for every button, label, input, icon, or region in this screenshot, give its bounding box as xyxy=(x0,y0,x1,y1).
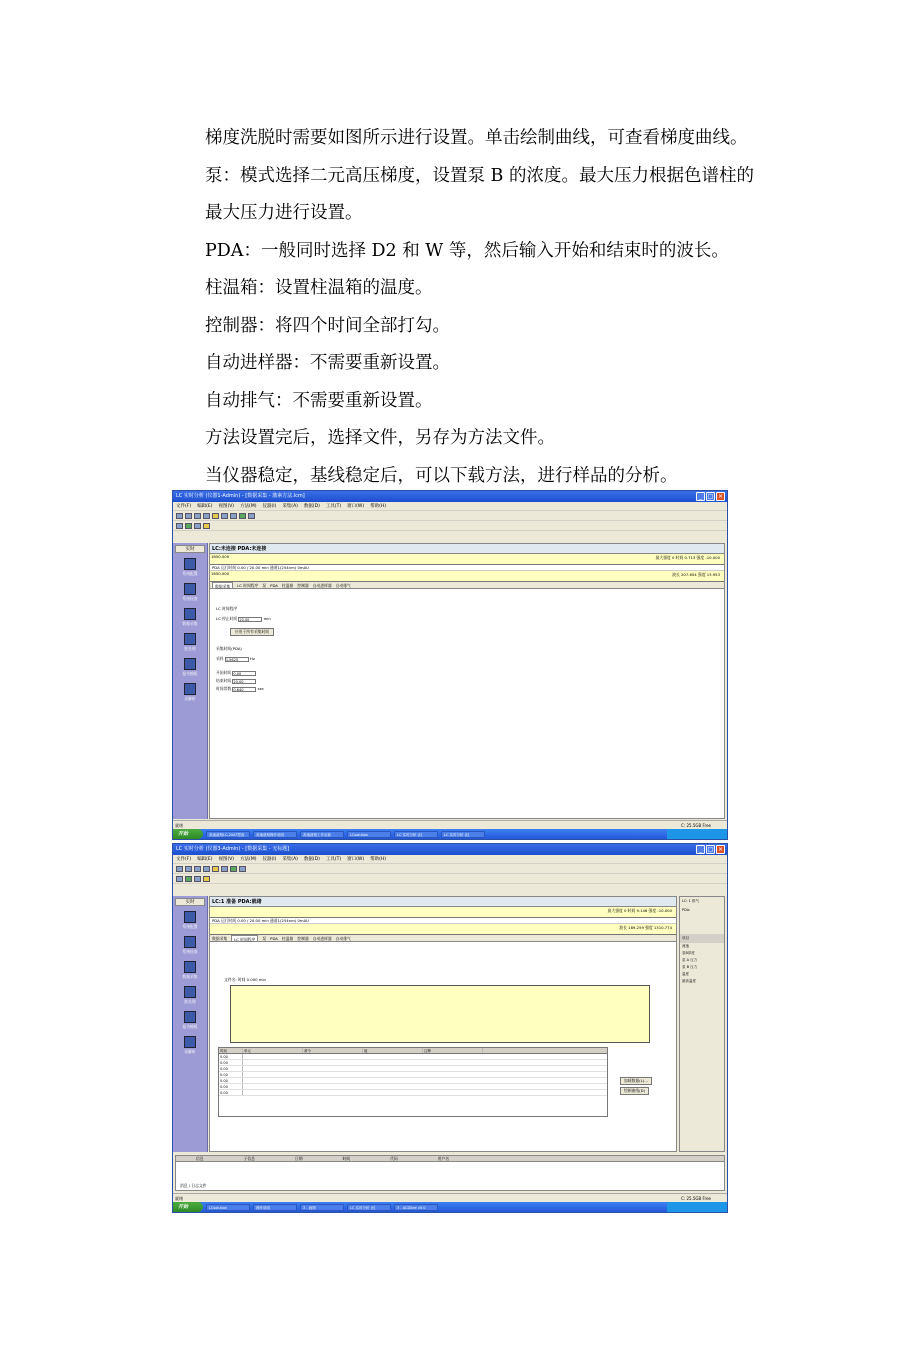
menu-edit[interactable]: 编辑(E) xyxy=(197,857,213,862)
sampling-select[interactable]: 1.5625 xyxy=(225,657,249,662)
sidebar-item-reanalysis[interactable]: 再解析 xyxy=(173,680,207,705)
start-button[interactable]: 开始 xyxy=(173,1202,203,1212)
table-row[interactable]: 0.00 xyxy=(219,1054,607,1060)
pda-run-time: PDA 运行时间 0.00 / 20.00 min 通道1(254nm) 0mAU xyxy=(210,565,724,571)
task-item[interactable]: LC 实时分析 (仪 xyxy=(347,1204,391,1211)
start-icon[interactable] xyxy=(239,513,246,519)
task-item[interactable]: LC 实时分析 (仪 xyxy=(394,831,438,838)
table-row[interactable]: 0.00 xyxy=(219,1084,607,1090)
menu-acquire[interactable]: 采集(A) xyxy=(282,504,298,509)
new-icon[interactable] xyxy=(176,866,183,872)
task-item[interactable]: 3 - ACDSee v5.0 xyxy=(394,1204,438,1211)
instrument-icon[interactable] xyxy=(194,876,201,882)
lc-time-prog-label: LC 时间程序 xyxy=(216,606,238,611)
start-time-input[interactable]: 0.00 xyxy=(232,671,256,676)
time-const-row: 时间常数 0.640 sec xyxy=(216,686,265,692)
sidebar-item-config[interactable]: 系统配置 xyxy=(173,908,207,933)
connection-status: LC:未连接 PDA:未连接 xyxy=(210,544,724,554)
gradient-plot xyxy=(230,985,650,1043)
doc-line-7: 自动进样器：不需要重新设置。 xyxy=(205,353,450,373)
wand-icon[interactable] xyxy=(212,513,219,519)
report-icon xyxy=(184,1011,196,1023)
grid-icon[interactable] xyxy=(221,513,228,519)
print-icon[interactable] xyxy=(203,513,210,519)
start-time-row: 开始时间 0.00 xyxy=(216,670,256,676)
main-area xyxy=(209,543,725,819)
lc-chart: 最大强度 0 时间 9.146 强度 -10.000 xyxy=(210,907,676,918)
tab-controller[interactable]: 控制器 xyxy=(297,583,309,588)
instrument-monitor: LC: 1 排气 PDA: 项目 流速 泵B浓度 泵 A 压力 泵 B 压力 温度 最高温度 xyxy=(679,896,725,1152)
draw-curve-button[interactable]: 绘制曲线(D) xyxy=(620,1087,649,1095)
tab-data-acquire[interactable]: 数据采集 xyxy=(212,936,228,941)
sidebar xyxy=(173,543,208,819)
table-row[interactable]: 0.00 xyxy=(219,1078,607,1084)
task-item[interactable]: LCsolution xyxy=(347,831,391,838)
window-title: LC 实时分析 (仪器1-Admin) - [数据采集 - 激素方法.lcm] xyxy=(176,493,305,499)
download-icon[interactable] xyxy=(185,523,192,529)
sidebar xyxy=(173,896,208,1152)
reanalysis-icon xyxy=(184,683,196,695)
task-item[interactable]: 高速液相操作说明 xyxy=(253,831,297,838)
menu-method[interactable]: 方法(M) xyxy=(240,504,257,509)
tab-pump[interactable]: 泵 xyxy=(262,936,267,941)
config-icon xyxy=(184,911,196,923)
tab-autopurge[interactable]: 自动排气 xyxy=(335,936,351,941)
start-button[interactable]: 开始 xyxy=(173,829,203,839)
tab-pump[interactable]: 泵 xyxy=(262,583,267,588)
start-icon[interactable] xyxy=(230,866,237,872)
sidebar-item-batch[interactable]: 批处理 xyxy=(173,983,207,1008)
lc-chart: 1650.000 最大强度 0 时间 0.713 强度 -10.000 xyxy=(210,554,724,565)
check-icon xyxy=(184,583,196,595)
print-icon[interactable] xyxy=(203,866,210,872)
menu-bar xyxy=(173,502,727,511)
chart-icon[interactable] xyxy=(176,523,183,529)
toolbar-1 xyxy=(173,864,727,874)
toolbar-2 xyxy=(173,874,727,884)
menu-tools[interactable]: 工具(T) xyxy=(325,857,342,862)
minimize-icon[interactable]: _ xyxy=(696,845,705,854)
menu-data[interactable]: 数据(D) xyxy=(303,857,320,862)
acquire-icon xyxy=(184,961,196,973)
table-row[interactable]: 0.00 xyxy=(219,1090,607,1096)
reanalysis-icon xyxy=(184,1036,196,1048)
screenshot-lc-window-1 xyxy=(172,490,728,840)
doc-line-10: 当仪器稳定，基线稳定后，可以下载方法，进行样品的分析。 xyxy=(205,465,678,486)
pda-chart: 1650.000 波长 207.654 强度 13.953 xyxy=(210,571,724,582)
menu-instrument[interactable]: 仪器(I) xyxy=(262,504,277,509)
instrument-icon[interactable] xyxy=(194,523,201,529)
check-icon xyxy=(184,936,196,948)
message-header: 信息 子信息 日期 时间 代码 用户名 xyxy=(176,1156,724,1162)
table-row[interactable]: 0.00 xyxy=(219,1072,607,1078)
doc-line-8: 自动排气：不需要重新设置。 xyxy=(205,390,433,411)
task-item[interactable]: LC 实时分析 (仪 xyxy=(441,831,485,838)
end-time-input[interactable]: 20.00 xyxy=(232,679,256,684)
taskbar xyxy=(173,1202,727,1212)
pda-chart: 波长 189.259 强度 1310.774 xyxy=(210,924,676,935)
tab-autopurge[interactable]: 自动排气 xyxy=(335,583,351,588)
doc-line-9: 方法设置完后，选择文件，另存为方法文件。 xyxy=(205,428,555,448)
task-item[interactable]: 高速液相工作站新 xyxy=(300,831,344,838)
acquire-icon xyxy=(184,608,196,620)
download-icon[interactable] xyxy=(185,876,192,882)
menu-method[interactable]: 方法(M) xyxy=(240,857,257,862)
toolbar-2 xyxy=(173,521,727,531)
doc-line-1: 梯度洗脱时需要如图所示进行设置。单击绘制曲线，可查看梯度曲线。 xyxy=(205,128,748,148)
menu-file[interactable]: 文件(F) xyxy=(176,504,192,509)
time-const-select[interactable]: 0.640 xyxy=(232,687,256,692)
open-icon[interactable] xyxy=(185,866,192,872)
taskbar xyxy=(173,829,727,839)
tab-pda[interactable]: PDA xyxy=(270,583,278,588)
gradient-file-label: 文件名: 时间 0.000 min xyxy=(224,977,266,982)
message-tabs[interactable]: 消息 / 日志文件 xyxy=(180,1183,207,1188)
report-icon xyxy=(184,658,196,670)
sidebar-head[interactable]: 实时 xyxy=(175,545,205,553)
doc-line-6: 控制器：将四个时间全部打勾。 xyxy=(205,315,450,336)
tab-pda[interactable]: PDA xyxy=(270,936,278,941)
stop-icon[interactable] xyxy=(239,866,246,872)
sidebar-item-reanalysis[interactable]: 再解析 xyxy=(173,1033,207,1058)
grid-icon[interactable] xyxy=(221,866,228,872)
menu-view[interactable]: 视图(V) xyxy=(218,857,235,862)
doc-line-2: 泵：模式选择二元高压梯度，设置泵 B 的浓度。最大压力根据色谱柱的 xyxy=(205,165,754,186)
message-panel xyxy=(175,1155,725,1191)
close-icon[interactable]: × xyxy=(717,846,724,853)
doc-line-5: 柱温箱：设置柱温箱的温度。 xyxy=(205,278,433,298)
document-body xyxy=(205,120,805,495)
close-icon[interactable]: × xyxy=(717,493,724,500)
batch-icon xyxy=(184,986,196,998)
tab-oven[interactable]: 柱温箱 xyxy=(281,583,294,588)
menu-acquire[interactable]: 采集(A) xyxy=(282,857,298,862)
connection-status: LC:1 准备 PDA:就绪 xyxy=(210,897,676,907)
pda-time-label: 采集时间(PDA) xyxy=(216,646,242,651)
task-item[interactable]: 3 - 画图 xyxy=(300,1204,344,1211)
doc-line-4: PDA：一般同时选择 D2 和 W 等，然后输入开始和结束时的波长。 xyxy=(205,240,729,261)
task-item[interactable]: LCsolution xyxy=(206,1204,250,1211)
status-bar: 就绪 C: 25.5GB Free xyxy=(173,1193,727,1202)
lc-stop-time-row: LC 停止时间 20.00 min xyxy=(216,616,271,622)
lc-stop-time-input[interactable]: 20.00 xyxy=(238,617,262,622)
tab-lc-time-program[interactable]: LC 时间程序 xyxy=(231,935,258,941)
time-program-table[interactable] xyxy=(218,1047,608,1117)
lamp-icon[interactable] xyxy=(203,876,210,882)
end-time-row: 结束时间 20.00 xyxy=(216,678,256,684)
config-icon xyxy=(184,558,196,570)
doc-line-3: 最大压力进行设置。 xyxy=(205,203,363,223)
screenshot-lc-window-2 xyxy=(172,843,728,1213)
tab-data-acquire[interactable]: 数据采集 xyxy=(212,582,233,588)
status-bar: 就绪 C: 25.5GB Free xyxy=(173,820,727,829)
system-tray xyxy=(667,829,727,839)
table-header: 时间 单元 命令 值 注释 xyxy=(219,1048,607,1054)
pda-run-time: PDA 运行时间 0.00 / 20.00 min 通道1(254nm) 0mAU xyxy=(210,918,676,924)
tab-controller[interactable]: 控制器 xyxy=(297,936,309,941)
sidebar-item-check[interactable]: 系统检查 xyxy=(173,580,207,605)
menu-instrument[interactable]: 仪器(I) xyxy=(262,857,277,862)
method-tabs xyxy=(210,935,676,942)
open-icon[interactable] xyxy=(185,513,192,519)
load-data-button[interactable]: 加载数据(L)... xyxy=(620,1077,652,1085)
tab-autosampler[interactable]: 自动进样器 xyxy=(312,583,332,588)
sidebar-item-batch[interactable]: 批处理 xyxy=(173,630,207,655)
table-row[interactable]: 0.00 xyxy=(219,1060,607,1066)
sidebar-item-config[interactable]: 系统配置 xyxy=(173,555,207,580)
sidebar-item-acquire[interactable]: 数据采集 xyxy=(173,605,207,630)
toolbar-1 xyxy=(173,511,727,521)
task-item[interactable]: 操作说明 xyxy=(253,1204,297,1211)
title-bar xyxy=(173,491,727,502)
sidebar-item-report[interactable]: 报告模板 xyxy=(173,655,207,680)
minimize-icon[interactable]: _ xyxy=(696,492,705,501)
menu-window[interactable]: 窗口(W) xyxy=(347,857,365,862)
tab-oven[interactable]: 柱温箱 xyxy=(281,936,294,941)
menu-tools[interactable]: 工具(T) xyxy=(325,504,342,509)
task-item[interactable]: 高速液相LC-20AT型高 xyxy=(206,831,250,838)
menu-help[interactable]: 帮助(H) xyxy=(370,857,387,862)
sidebar-item-report[interactable]: 报告模板 xyxy=(173,1008,207,1033)
maximize-icon[interactable]: □ xyxy=(707,846,714,853)
monitor-icon[interactable] xyxy=(230,513,237,519)
table-row[interactable]: 0.00 xyxy=(219,1066,607,1072)
menu-file[interactable]: 文件(F) xyxy=(176,857,192,862)
window-title: LC 实时分析 (仪器3-Admin) - [数据采集 - 无标题] xyxy=(176,846,290,852)
menu-data[interactable]: 数据(D) xyxy=(303,504,320,509)
sidebar-item-check[interactable]: 系统检查 xyxy=(173,933,207,958)
stop-icon[interactable] xyxy=(248,513,255,519)
menu-bar xyxy=(173,855,727,864)
maximize-icon[interactable]: □ xyxy=(707,493,714,500)
save-icon[interactable] xyxy=(194,513,201,519)
save-icon[interactable] xyxy=(194,866,201,872)
lamp-icon[interactable] xyxy=(203,523,210,529)
new-icon[interactable] xyxy=(176,513,183,519)
chart-icon[interactable] xyxy=(176,876,183,882)
title-bar xyxy=(173,844,727,855)
menu-view[interactable]: 视图(V) xyxy=(218,504,235,509)
sidebar-head[interactable]: 实时 xyxy=(175,898,205,906)
tab-lc-time-program[interactable]: LC 时间程序 xyxy=(237,583,259,588)
menu-help[interactable]: 帮助(H) xyxy=(370,504,387,509)
menu-window[interactable]: 窗口(W) xyxy=(347,504,365,509)
main-area xyxy=(209,896,677,1152)
wand-icon[interactable] xyxy=(212,866,219,872)
apply-all-button[interactable]: 应用于所有采集时间 xyxy=(230,628,274,636)
sampling-row: 采样 1.5625 Hz xyxy=(216,656,255,662)
method-tabs xyxy=(210,582,724,589)
menu-edit[interactable]: 编辑(E) xyxy=(197,504,213,509)
sidebar-item-acquire[interactable]: 数据采集 xyxy=(173,958,207,983)
batch-icon xyxy=(184,633,196,645)
tab-autosampler[interactable]: 自动进样器 xyxy=(312,936,332,941)
system-tray xyxy=(667,1202,727,1212)
